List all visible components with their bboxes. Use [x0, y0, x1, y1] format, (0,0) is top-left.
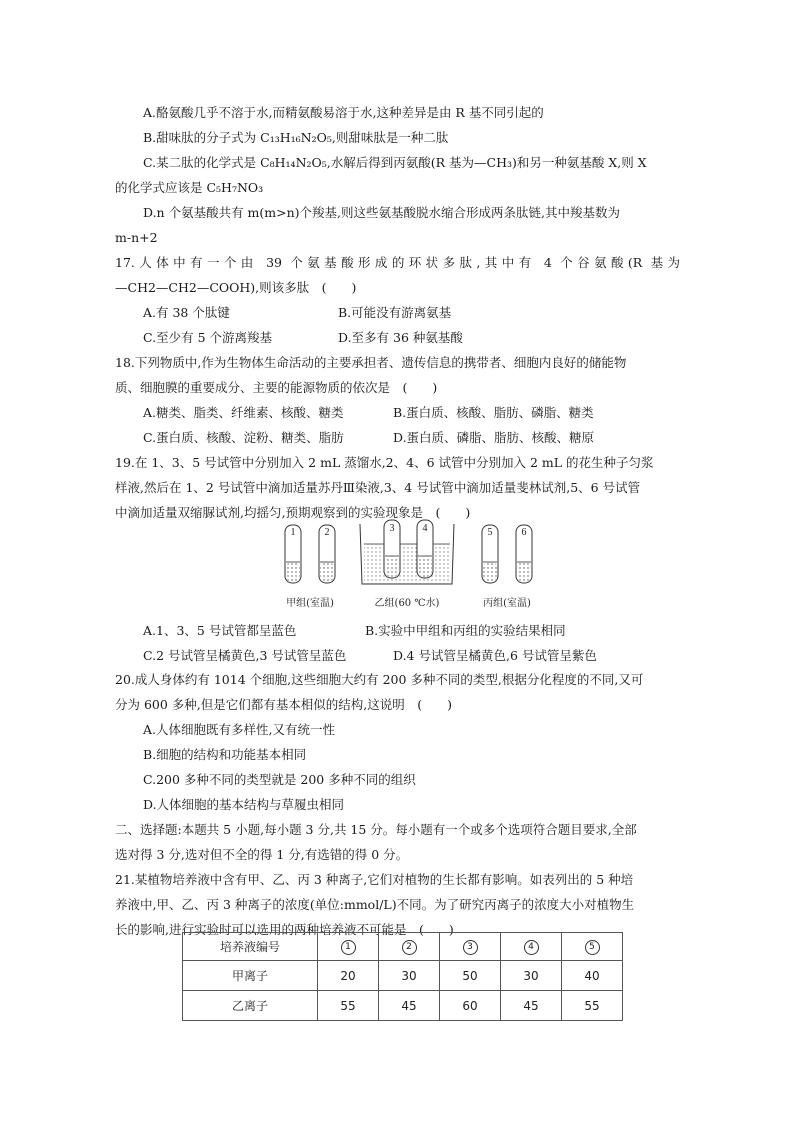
q19-stem-line3: 中滴加适量双缩脲试剂,均摇匀,预期观察到的实验现象是 ( ) [115, 505, 471, 520]
q16-option-a: A.酪氨酸几乎不溶于水,而精氨酸易溶于水,这种差异是由 R 基不同引起的 [143, 105, 544, 120]
q18-option-a: A.糖类、脂类、纤维素、核酸、糖类 [143, 405, 344, 420]
q20-option-b: B.细胞的结构和功能基本相同 [143, 747, 307, 762]
table-col-3: 3 [440, 933, 501, 961]
q18-stem-line1: 18.下列物质中,作为生物体生命活动的主要承担者、遗传信息的携带者、细胞内良好的储能物 [115, 355, 627, 370]
table-row [183, 961, 623, 991]
test-tube-figure [270, 518, 570, 618]
q17-option-c: C.至少有 5 个游离羧基 [143, 330, 272, 345]
tube-label-5: 5 [487, 527, 493, 538]
tube-label-3: 3 [389, 523, 395, 534]
table-cell: 45 [501, 991, 562, 1021]
q17-option-a: A.有 38 个肽键 [143, 305, 230, 320]
table-cell: 55 [318, 991, 379, 1021]
q16-option-b: B.甜味肽的分子式为 C₁₃H₁₆N₂O₅,则甜味肽是一种二肽 [143, 130, 449, 145]
q19-option-c: C.2 号试管呈橘黄色,3 号试管呈蓝色 [143, 648, 347, 663]
table-row-name: 甲离子 [183, 961, 318, 991]
q21-stem-line3: 长的影响,进行实验时可以选用的两种培养液不可能是 ( ) [115, 922, 454, 937]
q16-option-d-line1: D.n 个氨基酸共有 m(m>n)个羧基,则这些氨基酸脱水缩合形成两条肽链,其中羧基数为 [143, 205, 620, 220]
table-cell: 55 [562, 991, 623, 1021]
table-cell: 20 [318, 961, 379, 991]
q18-option-b: B.蛋白质、核酸、脂肪、磷脂、糖类 [393, 405, 594, 420]
tube-label-2: 2 [324, 527, 330, 538]
q17-stem-line2: —CH2—CH2—COOH),则该多肽 ( ) [115, 280, 357, 295]
q20-option-c: C.200 多种不同的类型就是 200 多种不同的组织 [143, 772, 416, 787]
section-2-heading-line2: 选对得 3 分,选对但不全的得 1 分,有选错的得 0 分。 [115, 847, 409, 862]
table-row-name: 乙离子 [183, 991, 318, 1021]
water-bath-beaker [360, 524, 454, 584]
table-cell: 50 [440, 961, 501, 991]
q21-stem-line2: 养液中,甲、乙、丙 3 种离子的浓度(单位:mmol/L)不同。为了研究丙离子的浓度大小对植物生 [115, 897, 635, 912]
table-col-2: 2 [379, 933, 440, 961]
tube-label-6: 6 [521, 527, 527, 538]
q16-option-d-line2: m-n+2 [115, 230, 158, 245]
group-label-a: 甲组(室温) [286, 598, 334, 609]
q17-stem-line1: 17.人体中有一个由 39 个氨基酸形成的环状多肽,其中有 4 个谷氨酸(R 基为 [115, 255, 680, 270]
table-col-5: 5 [562, 933, 623, 961]
q18-option-d: D.蛋白质、磷脂、脂肪、核酸、糖原 [393, 430, 595, 445]
q16-option-c-line1: C.某二肽的化学式是 C₈H₁₄N₂O₅,水解后得到丙氨酸(R 基为—CH₃)和另一种氨基酸 X,则 X [143, 155, 647, 170]
group-label-c: 丙组(室温) [483, 598, 531, 609]
table-row [183, 991, 623, 1021]
q20-stem-line2: 分为 600 多种,但是它们都有基本相似的结构,这说明 ( ) [115, 697, 453, 712]
table-header-row [183, 933, 623, 961]
table-cell: 45 [379, 991, 440, 1021]
table-cell: 60 [440, 991, 501, 1021]
table-col-4: 4 [501, 933, 562, 961]
q20-option-d: D.人体细胞的基本结构与草履虫相同 [143, 797, 345, 812]
section-2-heading-line1: 二、选择题:本题共 5 小题,每小题 3 分,共 15 分。每小题有一个或多个选项符合题目要求,全部 [115, 822, 637, 837]
nutrient-solution-table [182, 932, 623, 1021]
table-cell: 40 [562, 961, 623, 991]
q16-option-c-line2: 的化学式应该是 C₅H₇NO₃ [115, 180, 264, 195]
q19-stem-line1: 19.在 1、3、5 号试管中分别加入 2 mL 蒸馏水,2、4、6 试管中分别加入 2 mL 的花生种子匀浆 [115, 455, 654, 470]
q17-option-b: B.可能没有游离氨基 [338, 305, 452, 320]
table-cell: 30 [501, 961, 562, 991]
table-header-label: 培养液编号 [183, 933, 318, 961]
table-cell: 30 [379, 961, 440, 991]
q19-stem-line2: 样液,然后在 1、2 号试管中滴加适量苏丹Ⅲ染液,3、4 号试管中滴加适量斐林试剂,5、6 号试管 [115, 480, 641, 495]
q19-option-d: D.4 号试管呈橘黄色,6 号试管呈紫色 [393, 648, 597, 663]
q18-stem-line2: 质、细胞膜的重要成分、主要的能源物质的依次是 ( ) [115, 380, 438, 395]
q20-option-a: A.人体细胞既有多样性,又有统一性 [143, 722, 335, 737]
q19-option-a: A.1、3、5 号试管都呈蓝色 [143, 623, 297, 638]
q19-option-b: B.实验中甲组和丙组的实验结果相同 [365, 623, 566, 638]
table-col-1: 1 [318, 933, 379, 961]
q17-option-d: D.至多有 36 种氨基酸 [338, 330, 463, 345]
q21-stem-line1: 21.某植物培养液中含有甲、乙、丙 3 种离子,它们对植物的生长都有影响。如表列出的 5 种培 [115, 872, 634, 887]
tube-label-1: 1 [290, 527, 296, 538]
q18-option-c: C.蛋白质、核酸、淀粉、糖类、脂肪 [143, 430, 344, 445]
tube-label-4: 4 [422, 523, 428, 534]
group-label-b: 乙组(60 ℃水) [374, 598, 440, 609]
q20-stem-line1: 20.成人身体约有 1014 个细胞,这些细胞大约有 200 多种不同的类型,根据分化程度的不同,又可 [115, 672, 644, 687]
